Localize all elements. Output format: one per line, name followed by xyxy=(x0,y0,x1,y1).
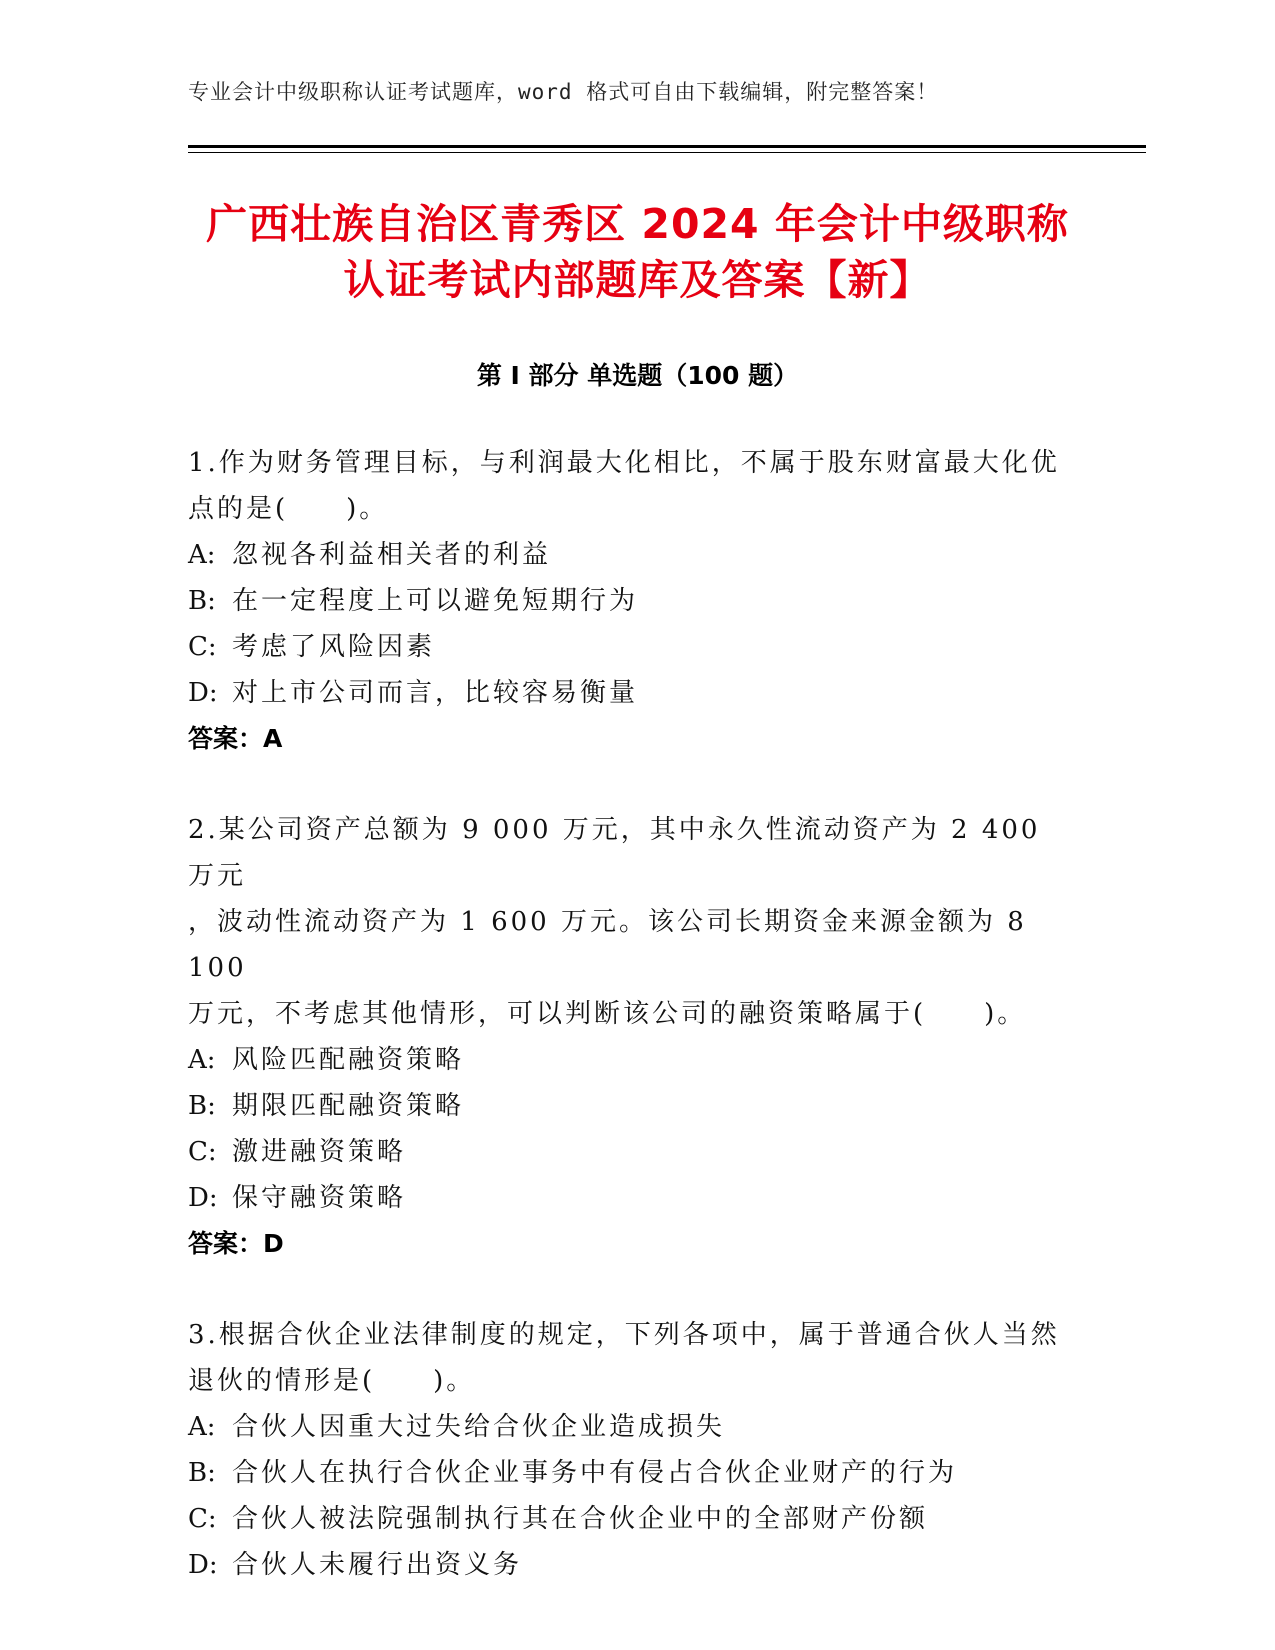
option-letter: A: xyxy=(188,1045,216,1075)
document-title-line-2: 认证考试内部题库及答案【新】 xyxy=(343,256,932,304)
option-letter: C: xyxy=(188,632,217,662)
option-c xyxy=(188,1129,1068,1175)
section-title: 第 I 部分 单选题（100 题） xyxy=(476,361,799,390)
option-c xyxy=(188,624,1068,670)
option-letter: D: xyxy=(188,1183,218,1213)
option-a xyxy=(188,1037,1068,1083)
question-2 xyxy=(188,807,1068,1267)
option-letter: B: xyxy=(188,1091,216,1121)
question-list xyxy=(188,440,1068,1633)
question-stem xyxy=(188,807,1068,1037)
option-text: 保守融资策略 xyxy=(232,1183,407,1213)
option-d xyxy=(188,1175,1068,1221)
option-letter: C: xyxy=(188,1137,217,1167)
option-letter: C: xyxy=(188,1504,217,1534)
option-letter: B: xyxy=(188,1458,216,1488)
answer: 答案：D xyxy=(188,1229,284,1258)
option-a xyxy=(188,532,1068,578)
option-b xyxy=(188,1450,1068,1496)
option-a xyxy=(188,1404,1068,1450)
option-letter: A: xyxy=(188,1412,216,1442)
option-text: 考虑了风险因素 xyxy=(232,632,436,662)
option-letter: B: xyxy=(188,586,216,616)
option-b xyxy=(188,1083,1068,1129)
option-text: 对上市公司而言，比较容易衡量 xyxy=(232,678,639,708)
question-stem-line: 1.作为财务管理目标，与利润最大化相比，不属于股东财富最大化优 xyxy=(188,448,1060,478)
question-stem-line: 万元，不考虑其他情形，可以判断该公司的融资策略属于( )。 xyxy=(188,999,1027,1029)
header-rule-thick xyxy=(188,145,1146,148)
question-stem xyxy=(188,440,1068,532)
option-text: 期限匹配融资策略 xyxy=(232,1091,465,1121)
header-rule-thin xyxy=(188,152,1146,153)
option-text: 风险匹配融资策略 xyxy=(232,1045,465,1075)
option-letter: A: xyxy=(188,540,216,570)
option-text: 合伙人未履行出资义务 xyxy=(232,1550,523,1580)
option-d xyxy=(188,670,1068,716)
option-text: 合伙人因重大过失给合伙企业造成损失 xyxy=(232,1412,726,1442)
option-text: 激进融资策略 xyxy=(232,1137,407,1167)
question-3 xyxy=(188,1312,1068,1588)
option-text: 合伙人被法院强制执行其在合伙企业中的全部财产份额 xyxy=(232,1504,929,1534)
question-stem-line: ，波动性流动资产为 1 600 万元。该公司长期资金来源金额为 8 100 xyxy=(188,907,1027,983)
option-b xyxy=(188,578,1068,624)
option-d xyxy=(188,1542,1068,1588)
header-note: 专业会计中级职称认证考试题库，word 格式可自由下载编辑，附完整答案！ xyxy=(188,80,939,104)
option-text: 忽视各利益相关者的利益 xyxy=(232,540,552,570)
answer: 答案：A xyxy=(188,724,283,753)
option-c xyxy=(188,1496,1068,1542)
question-stem-line: 2.某公司资产总额为 9 000 万元，其中永久性流动资产为 2 400 万元 xyxy=(188,815,1041,891)
question-stem-line: 3.根据合伙企业法律制度的规定，下列各项中，属于普通合伙人当然 xyxy=(188,1320,1060,1350)
option-text: 在一定程度上可以避免短期行为 xyxy=(232,586,639,616)
option-letter: D: xyxy=(188,1550,218,1580)
option-letter: D: xyxy=(188,678,218,708)
document-title-line-1: 广西壮族自治区青秀区 2024 年会计中级职称 xyxy=(206,200,1069,248)
question-stem-line: 退伙的情形是( )。 xyxy=(188,1366,476,1396)
question-1 xyxy=(188,440,1068,762)
document-title xyxy=(150,196,1125,308)
question-stem xyxy=(188,1312,1068,1404)
option-text: 合伙人在执行合伙企业事务中有侵占合伙企业财产的行为 xyxy=(232,1458,958,1488)
question-stem-line: 点的是( )。 xyxy=(188,494,389,524)
